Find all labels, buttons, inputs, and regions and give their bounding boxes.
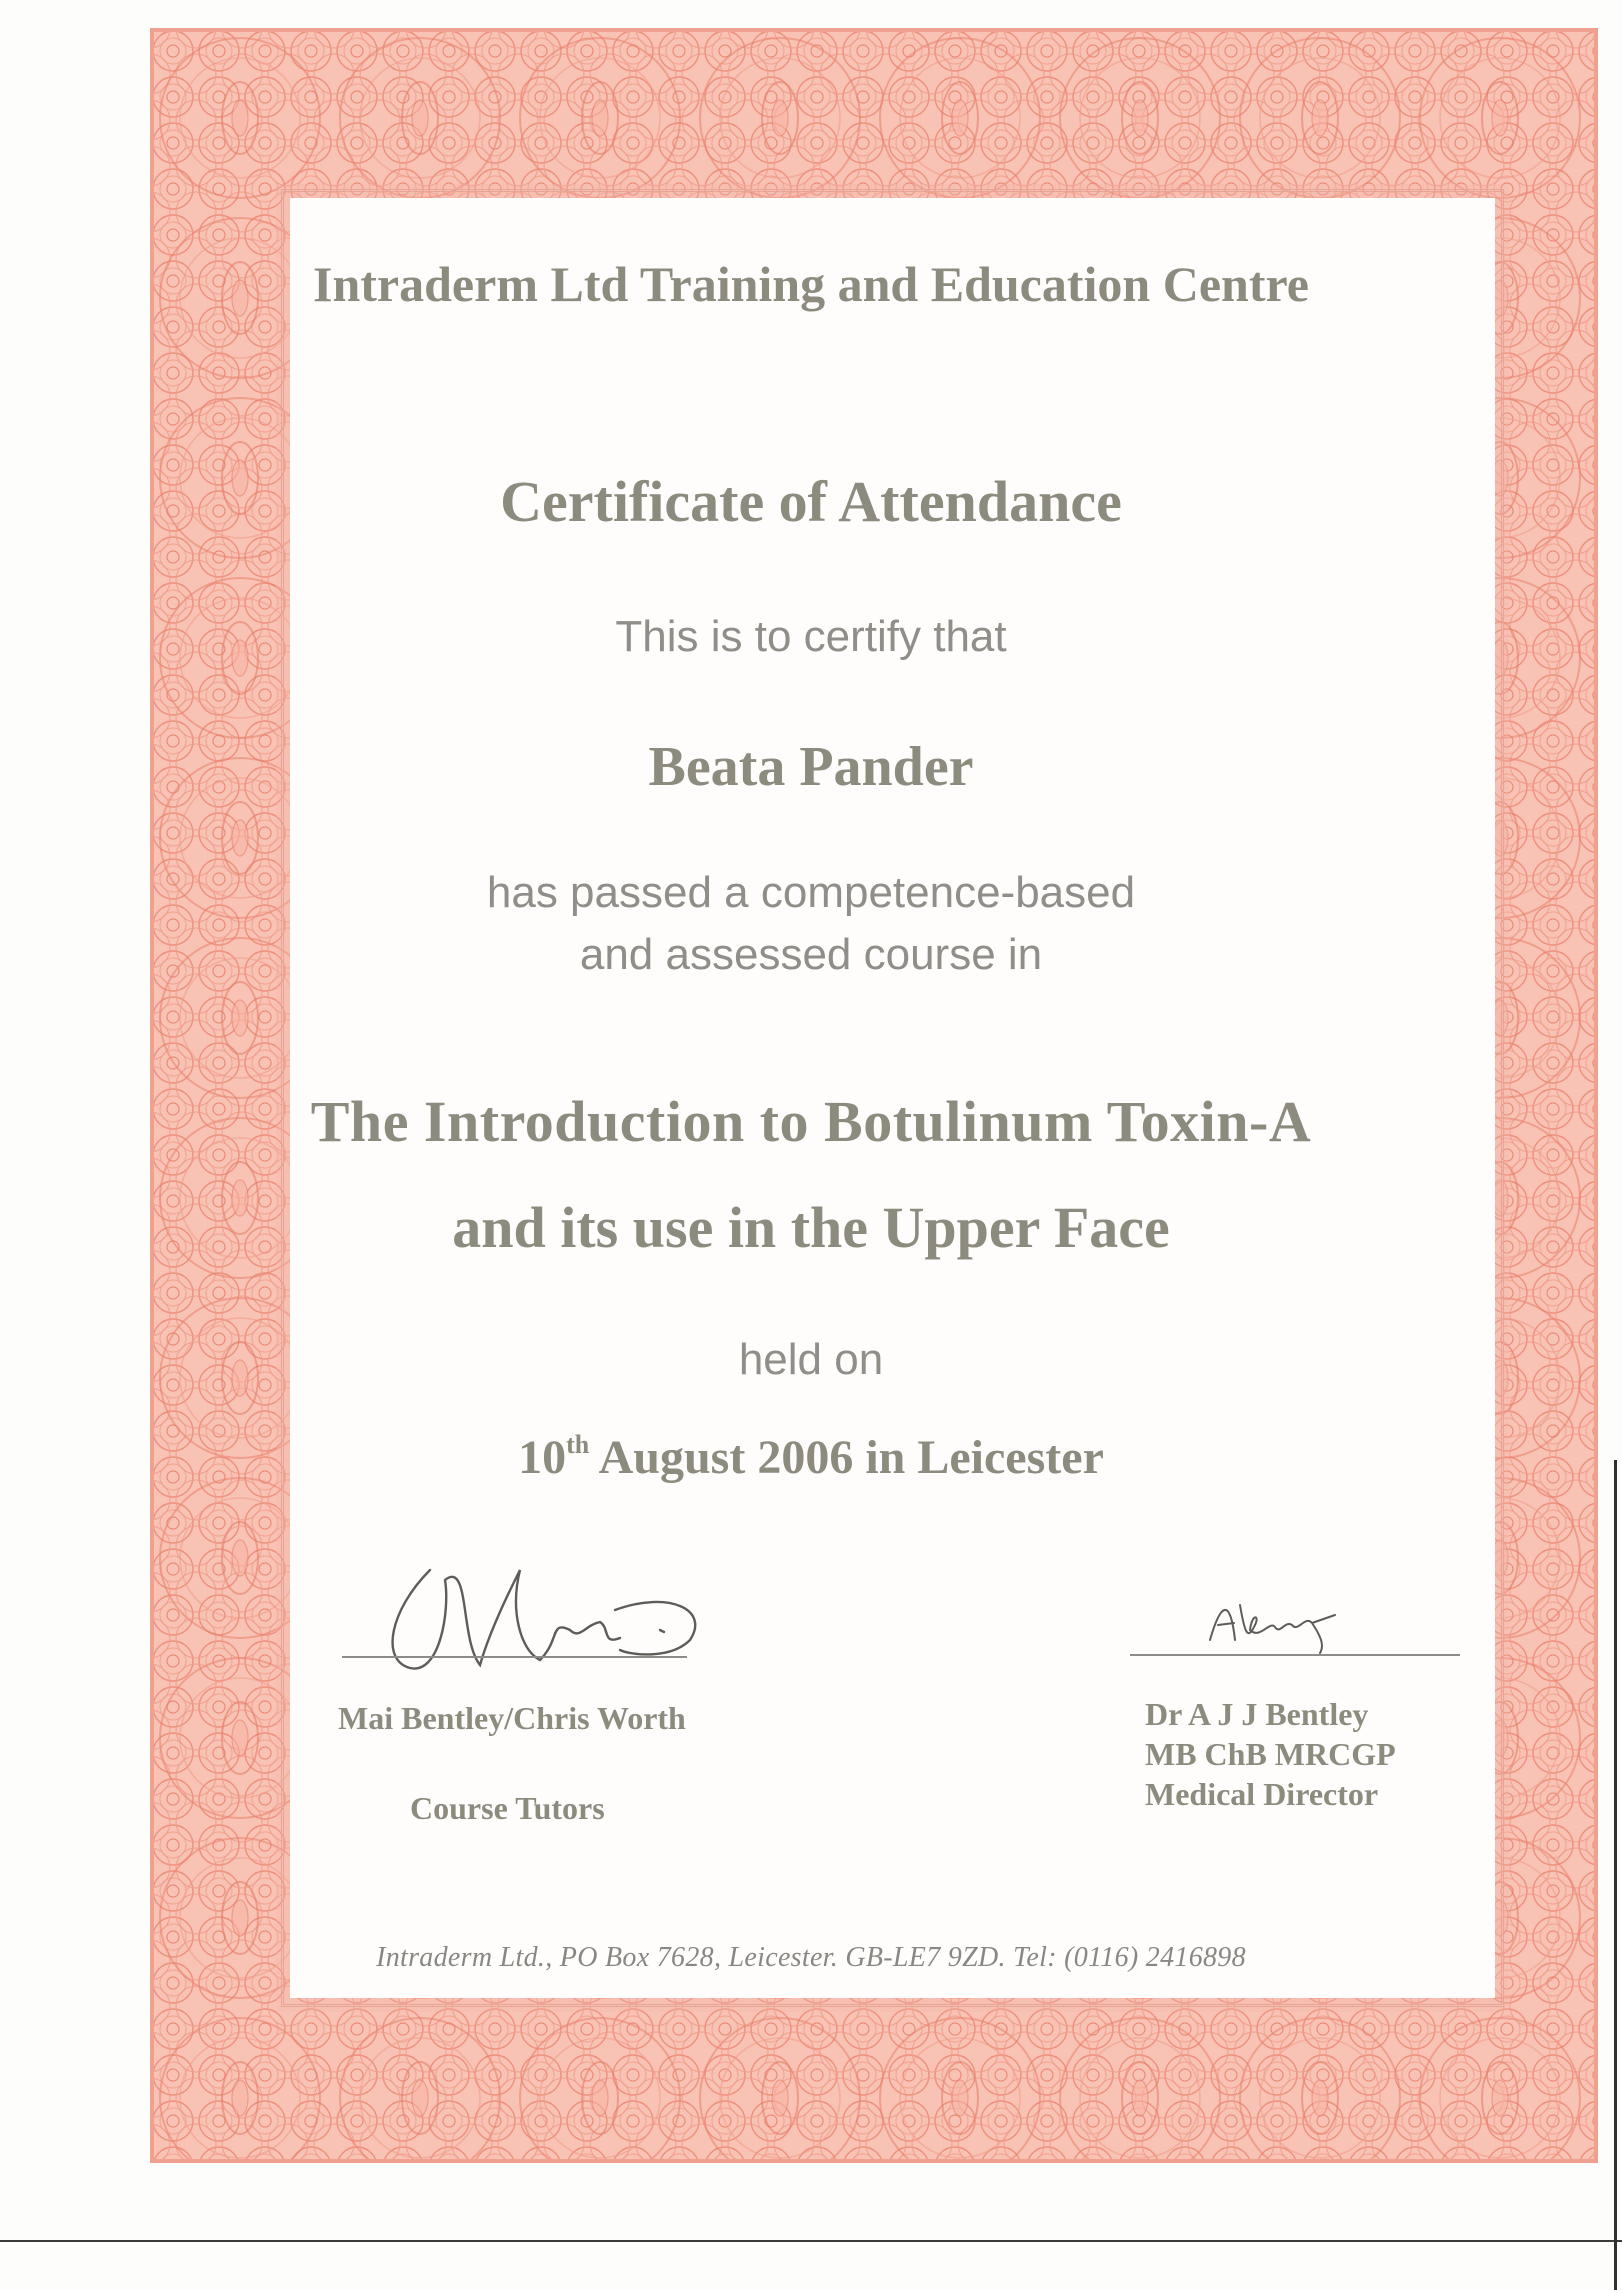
director-role: Medical Director — [1145, 1776, 1379, 1812]
course-title-line-1: The Introduction to Botulinum Toxin-A — [310, 1089, 1312, 1154]
tutor-signature-line — [342, 1656, 687, 1658]
tutor-signature — [370, 1550, 720, 1680]
footer-address: Intraderm Ltd., PO Box 7628, Leicester. GB-LE7 9ZD. Tel: (0116) 2416898 — [376, 1942, 1246, 1973]
held-on-label: held on — [738, 1335, 884, 1384]
date-ordinal-suffix: th — [566, 1430, 590, 1459]
scan-edge-bottom — [0, 2240, 1622, 2242]
director-name: Dr A J J Bentley — [1145, 1696, 1369, 1732]
date-day: 10 — [518, 1431, 567, 1484]
certificate-title: Certificate of Attendance — [500, 469, 1122, 534]
passed-statement-line-1: has passed a competence-based — [486, 868, 1136, 917]
passed-statement-line-2: and assessed course in — [579, 930, 1043, 979]
tutor-names: Mai Bentley/Chris Worth — [338, 1700, 686, 1736]
recipient-name: Beata Pander — [648, 736, 974, 798]
course-title-line-2: and its use in the Upper Face — [452, 1195, 1170, 1260]
scan-edge-right — [1614, 1460, 1617, 2290]
date-rest: August 2006 in Leicester — [598, 1431, 1104, 1484]
certify-statement: This is to certify that — [615, 612, 1007, 661]
organization-name: Intraderm Ltd Training and Education Centre — [313, 256, 1309, 312]
course-date-location — [0, 1430, 1622, 1485]
tutor-role: Course Tutors — [410, 1790, 605, 1826]
director-signature — [1200, 1585, 1370, 1655]
director-signature-line — [1130, 1654, 1460, 1656]
director-qualifications: MB ChB MRCGP — [1145, 1736, 1396, 1772]
